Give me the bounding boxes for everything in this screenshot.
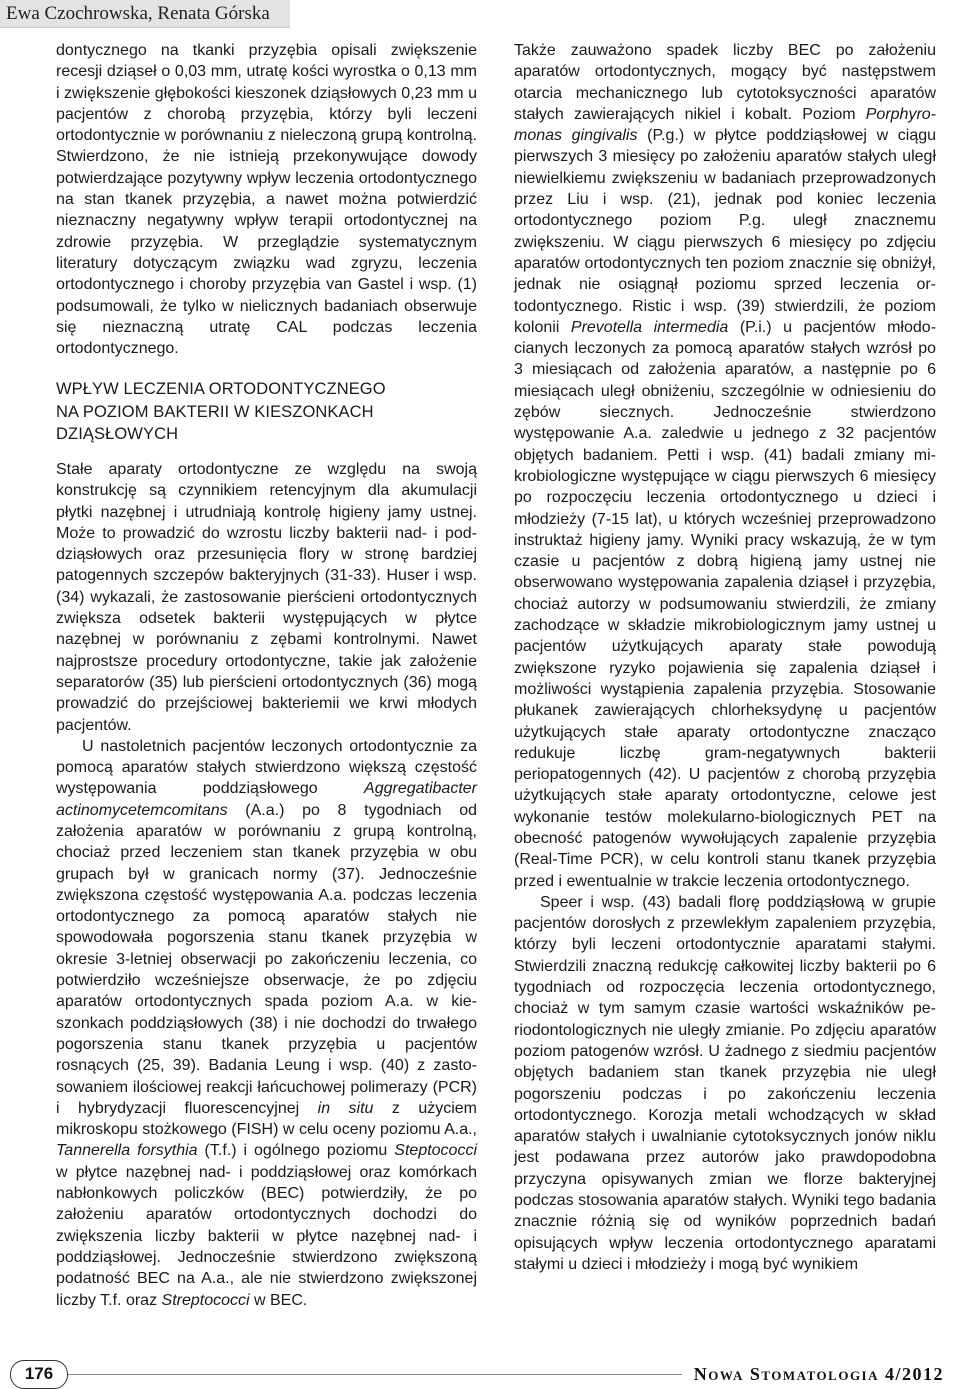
section-heading	[56, 378, 477, 446]
text-run: (T.f.) i ogólnego poziomu	[197, 1142, 395, 1160]
italic-term: Porphyromonas gingivalis	[514, 105, 936, 145]
text-run: Także zauważono spadek liczby BEC po założeniu aparatów ortodontycznych, mogący być następstwem otarcia mechanicznego lub cytotoksyczności aparatów stałych zawierających nikiel i kobalt. Poziom	[514, 42, 936, 123]
left-column	[56, 40, 477, 1311]
text-run: Stałe aparaty ortodontyczne ze względu na swoją konstrukcję są czynnikiem retencyjnym dla akumulacji płytki nazębnej i utrudniają kontrolę higieny jamy ustnej. Może to prowadzić do wzrostu liczby bakterii nad- i poddziąsłowych oraz przesunięcia flory w stronę bardziej patogennych szczepów bakteryjnych (31-33). Huser i wsp. (34) wykazali, że zastosowanie pierścieni ortodontycznych zwiększa odsetek bakterii występujących w płytce nazębnej w porównaniu z zębami kontrolnymi. Nawet najprostsze procedury ortodontyczne, takie jak założenie separatorów (35) lub pierścieni ortodontycznych (36) mogą prowadzić do przejściowej bakteriemii we krwi młodych pacjentów.	[56, 460, 477, 734]
paragraph	[514, 892, 936, 1275]
section-heading-line: NA POZIOM BAKTERII W KIESZONKACH	[56, 402, 374, 421]
page-number: 176	[10, 1360, 68, 1389]
text-run: U nastoletnich pacjentów leczonych ortodontycznie za pomocą aparatów stałych stwierdzono większą częstość występowania poddziąsłowego	[56, 737, 477, 798]
text-run: dontycznego na tkanki przyzębia opisali zwiększenie recesji dziąseł o 0,03 mm, utratę kości wyrostka o 0,13 mm i zwiększenie głębokości kieszonek dziąsłowych 0,23 mm u pacjentów z chorobą przyzębia, którzy byli leczeni ortodontycznie w porównaniu z nieleczoną grupą kontrolną. Stwierdzono, że nie istnieją przekonywujące dowody potwierdzające pozytywny wpływ leczenia ortodontycznego na stan tkanek przyzębia, a nawet można potwierdzić nieznaczny negatywny wpływ terapii ortodontycznej na zdrowie przyzębia. W przeglądzie systematycznym literatury dotyczącym związku wad zgryzu, leczenia ortodontycznego i choroby przyzębia van Gastel i wsp. (1) podsumowali, że tylko w nielicznych badaniach obserwuje się nieznaczną utratę CAL podczas leczenia ortodontycznego.	[56, 42, 477, 358]
journal-name: Nowa Stomatologia 4/2012	[682, 1362, 944, 1386]
italic-term: Prevotella intermedia	[570, 318, 729, 336]
text-run: (P.i.) u pacjentów młodocianych leczonych za pomocą aparatów stałych wzrósł po 3 miesiącach od założenia aparatów, a następnie po 6 miesiącach uległ obniżeniu, szczególnie w odniesieniu do zębów siecznych. Jednocześnie stwierdzono występowanie A.a. zaledwie u jednego z 32 pacjentów objętych badaniem. Petti i wsp. (41) badali zmiany mikrobiologiczne występujące w ciągu pierwszych 6 miesięcy po rozpoczęciu leczenia ortodontycznego u dzieci i młodzieży (7-15 lat), u których wcześniej przeprowadzono instruktaż higieny jamy. Wyniki pracy wskazują, że w tym czasie u pacjentów z dobrą higieną jamy ustnej nie obserwowano występowania zapalenia dziąseł i przyzębia, chociaż autorzy w podsumowaniu stwierdzili, że zmiany zachodzące w składzie mikrobiologicznym jamy ustnej u pacjentów użytkujących aparaty stałe powodują zwiększone ryzyko pojawienia się zapalenia dziąseł i możliwości wystąpienia zapalenia przyzębia. Stosowanie płukanek zawierających chlorheksydynę u pacjentów użytkujących stałe aparaty ortodontyczne znacząco redukuje liczbę gram-negatywnych bakterii periopatogennych (42). U pacjentów z chorobą przyzębia użytkujących stałe aparaty ortodontyczne, celowe jest wykonanie testów molekularno-biologicznych PET na obecność patogenów wywołujących zapalenie przyzębia (Real-Time PCR), w celu kontroli stanu tkanek przyzębia przed i ewentualnie w trakcie leczenia ortodontycznego.	[514, 318, 937, 890]
italic-term: in situ	[317, 1099, 374, 1117]
italic-term: Steptococci	[394, 1142, 478, 1160]
section-heading-line: DZIĄSŁOWYCH	[56, 425, 179, 444]
italic-term: Tannerella forsythia	[56, 1142, 198, 1160]
italic-term: Streptococci	[161, 1291, 250, 1309]
text-run: w płytce nazębnej nad- i poddziąsłowej oraz komórkach nabłonkowych policzków (BEC) potwierdziły, że po założeniu aparatów ortodontycznych dochodzi do zwiększenia liczby bakterii w płytce nazębnej nad- i poddziąsłowej. Jednocześnie stwierdzono zwiększoną podatność BEC na A.a., ale nie stwierdzono zwiększonej liczby T.f. oraz	[56, 1163, 477, 1309]
text-run: (A.a.) po 8 tygodniach od założenia aparatów w porównaniu z grupą kontrolną, chociaż przed leczeniem stan tkanek przyzębia w obu grupach był w granicach normy (37). Jednocześnie zwiększona częstość występowania A.a. podczas leczenia ortodontycznego za pomocą aparatów stałych nie spowodowała pogorszenia stanu tkanek przyzębia w okresie 3-letniej obserwacji po zakończeniu leczenia, co potwierdziło wcześniejsze obserwacje, że po zdjęciu aparatów ortodontycznych spada poziom A.a. w kieszonkach poddziąsłowych (38) i nie dochodzi do trwałego pogorszenia stanu tkanek przyzębia u pacjentów rosnących (25, 39). Badania Leung i wsp. (40) z zastosowaniem ilościowej reakcji łańcuchowej polimerazy (PCR) i hybrydyzacji fluorescencyjnej	[56, 801, 477, 1117]
section-heading-line: WPŁYW LECZENIA ORTODONTYCZNEGO	[56, 380, 386, 399]
italic-term: Aggregatibacter actinomycetemcomitans	[56, 780, 477, 819]
text-run: Speer i wsp. (43) badali florę poddziąsłową w grupie pacjentów dorosłych z przewlekłym zapaleniem przyzębia, którzy byli leczeni ortodontycznie aparatami stałymi. Stwierdzili znaczną redukcję całkowitej liczby bakterii po 6 tygodniach od rozpoczęcia leczenia ortodontycznego, chociaż w tym samym czasie wartości wskaźników periodontologicznych nie uległy zmianie. Po zdjęciu aparatów poziom patogenów wzrósł. U żadnego z siedmiu pacjentów objętych badaniem stan tkanek przyzębia nie uległ pogorszeniu podczas i po zakończeniu leczenia ortodontycznego. Korozja metali wchodzących w skład aparatów stałych i uwalnianie cytotoksycznych jonów niklu jest podawana przez autorów jako prawdopodobna przyczyna opisywanych zmian we florze bakteryjnej podczas stosowania aparatów stałych. Wyniki tego badania znacznie różnią się od wyników poprzednich badań opisujących wpływ leczenia ortodontycznego aparatami stałymi u dzieci i młodzieży i mogą być wynikiem	[514, 893, 936, 1273]
text-run: (P.g.) w płytce poddziąsłowej w ciągu pierwszych 3 miesięcy po założeniu aparatów stałych uległ niewielkiemu zwiększeniu w badaniach przeprowadzonych przez Liu i wsp. (21), jednak pod koniec leczenia ortodontycznego poziom P.g. uległ znacznemu zwiększeniu. W ciągu pierwszych 6 miesięcy po zdjęciu aparatów ortodontycznych ten poziom znacznie się obniżył, jednak nie osiągnął poziomu sprzed leczenia ortodontycznego. Ristic i wsp. (39) stwierdzili, że poziom kolonii	[514, 127, 937, 336]
right-column	[514, 40, 936, 1275]
paragraph	[56, 736, 477, 1311]
text-run: z użyciem mikroskopu stożkowego (FISH) w celu oceny poziomu A.a.,	[56, 1099, 477, 1139]
text-run: w BEC.	[249, 1291, 308, 1309]
paragraph	[56, 40, 477, 359]
paragraph	[514, 40, 936, 892]
paragraph	[56, 459, 477, 736]
running-head-authors: Ewa Czochrowska, Renata Górska	[0, 0, 290, 28]
